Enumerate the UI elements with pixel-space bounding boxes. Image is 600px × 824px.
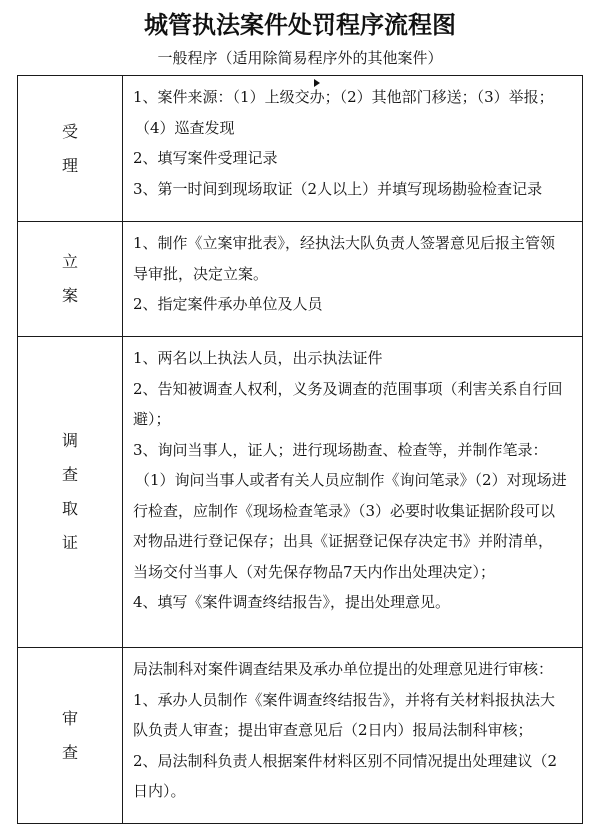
- stage-name: [18, 424, 122, 560]
- stage-name-char: 取: [61, 499, 78, 518]
- stage-row-investigation: [18, 337, 583, 648]
- content-line: 局法制科对案件调查结果及承办单位提出的处理意见进行审核：: [133, 660, 554, 678]
- stage-name-char: 调: [61, 431, 78, 450]
- stage-name: [18, 702, 122, 770]
- content-line: 当场交付当事人（对先保存物品7天内作出处理决定）；: [133, 562, 496, 581]
- content-line: 避）；: [133, 410, 171, 428]
- stage-label-cell: [18, 648, 123, 824]
- process-table: [17, 75, 583, 824]
- stage-row-review: [18, 648, 583, 824]
- content-line: 队负责人审查；提出审查意见后（2日内）报局法制科审核；: [133, 721, 533, 739]
- stage-name-char: 证: [61, 533, 78, 552]
- stage-name-char: 查: [61, 465, 78, 484]
- content-line: 行检查，应制作《现场检查笔录》（3）必要时收集证据阶段可以: [133, 501, 556, 520]
- content-line: 1、两名以上执法人员，出示执法证件: [133, 349, 383, 367]
- content-line: 3、第一时间到现场取证（2人以上）并填写现场勘验检查记录: [133, 179, 543, 198]
- stage-label-cell: [18, 76, 123, 222]
- stage-name-char: 审: [61, 708, 78, 728]
- stage-name-char: 立: [61, 252, 78, 271]
- content-line: 2、告知被调查人权利，义务及调查的范围事项（利害关系自行回: [133, 379, 563, 398]
- stage-content-cell: [123, 337, 583, 648]
- stage-name-char: 案: [61, 286, 78, 305]
- content-line: （1）询问当事人或者有关人员应制作《询问笔录》（2）对现场进: [135, 471, 567, 489]
- page-title: 城管执法案件处罚程序流程图: [144, 11, 456, 39]
- stage-content-cell: [123, 76, 583, 222]
- stage-row-filing: [18, 222, 583, 337]
- stage-label-cell: [18, 337, 123, 648]
- content-line: 对物品进行登记保存；出具《证据登记保存决定书》并附清单，: [133, 532, 554, 550]
- stage-name-char: 受: [61, 121, 78, 141]
- content-line: 3、询问当事人，证人；进行现场勘查、检查等，并制作笔录：: [133, 440, 548, 459]
- stage-label-cell: [18, 222, 123, 337]
- content-line: 1、制作《立案审批表》，经执法大队负责人签署意见后报主管领: [133, 234, 556, 252]
- stage-name-char: 查: [61, 742, 78, 762]
- content-line: 1、承办人员制作《案件调查终结报告》，并将有关材料报执法大: [133, 690, 556, 709]
- content-line: 1、案件来源：（1）上级交办；（2）其他部门移送；（3）举报；: [133, 88, 554, 106]
- stage-content-cell: [123, 648, 583, 824]
- stage-name-char: 理: [61, 155, 78, 175]
- content-line: 日内）。: [133, 782, 186, 800]
- stage-row-acceptance: [18, 76, 583, 222]
- stage-name: [18, 115, 122, 183]
- stage-name: [18, 245, 122, 313]
- content-line: 导审批，决定立案。: [133, 264, 269, 283]
- stage-content-cell: [123, 222, 583, 337]
- content-line: （4）巡查发现: [135, 118, 235, 137]
- content-line: 2、填写案件受理记录: [133, 149, 278, 167]
- page-subtitle: 一般程序（适用除简易程序外的其他案件）: [157, 49, 443, 67]
- content-line: 4、填写《案件调查终结报告》，提出处理意见。: [133, 593, 451, 611]
- content-line: 2、指定案件承办单位及人员: [133, 295, 323, 313]
- content-line: 2、局法制科负责人根据案件材料区别不同情况提出处理建议（2: [133, 751, 558, 770]
